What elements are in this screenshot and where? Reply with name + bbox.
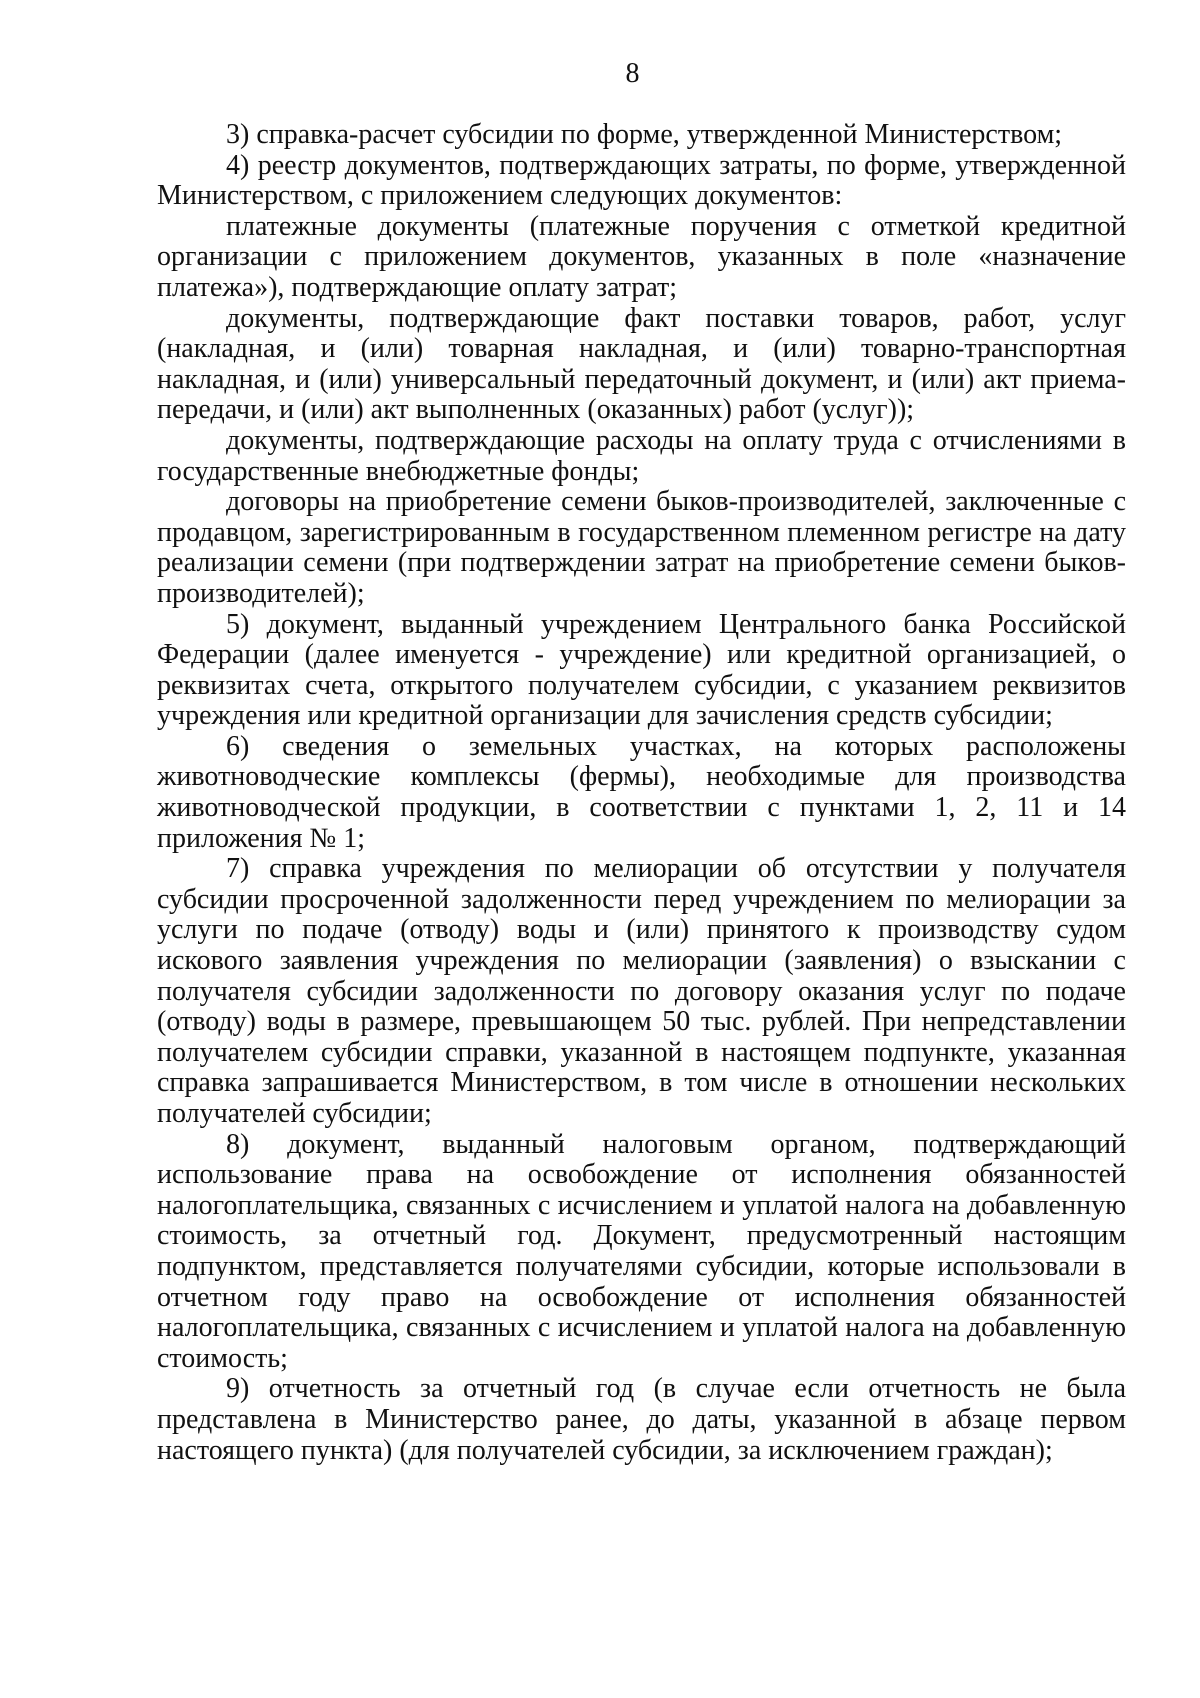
paragraph-delivery-documents: документы, подтверждающие факт поставки товаров, работ, услуг (накладная, и (или) товарная накладная, и (или) товарно-транспортная накладная, и (или) универсальный передаточный документ, и (или) акт приема-передачи, и (или) акт выполненных (оказанных) работ (услуг));	[157, 302, 1126, 426]
paragraph-semen-contracts: договоры на приобретение семени быков-производителей, заключенные с продавцом, зарегистрированным в государственном племенном регистре на дату реализации семени (при подтверждении затрат на приобретение семени быков-производителей);	[157, 486, 1126, 609]
page-number: 8	[625, 58, 640, 89]
paragraph-item-8: 8) документ, выданный налоговым органом, подтверждающий использование права на освобождение от исполнения обязанностей налогоплательщика, связанных с исчислением и уплатой налога на добавленную стоимость, за отчетный год. Документ, предусмотренный настоящим подпунктом, представляется получателями субсидии, которые использовали в отчетном году право на освобождение от исполнения обязанностей налогоплательщика, связанных с исчислением и уплатой налога на добавленную стоимость;	[157, 1128, 1126, 1374]
paragraph-item-9: 9) отчетность за отчетный год (в случае если отчетность не была представлена в Министерство ранее, до даты, указанной в абзаце первом настоящего пункта) (для получателей субсидии, за исключением граждан);	[157, 1373, 1126, 1466]
paragraph-item-4: 4) реестр документов, подтверждающих затраты, по форме, утвержденной Министерством, с приложением следующих документов:	[157, 149, 1126, 212]
paragraph-payment-documents: платежные документы (платежные поручения с отметкой кредитной организации с приложением документов, указанных в поле «назначение платежа»), подтверждающие оплату затрат;	[157, 210, 1126, 303]
paragraph-item-7: 7) справка учреждения по мелиорации об отсутствии у получателя субсидии просроченной задолженности перед учреждением по мелиорации за услуги по подаче (отводу) воды и (или) принятого к производству судом искового заявления учреждения по мелиорации (заявления) о взыскании с получателя субсидии задолженности по договору оказания услуг по подаче (отводу) воды в размере, превышающем 50 тыс. рублей. При непредставлении получателем субсидии справки, указанной в настоящем подпункте, указанная справка запрашивается Министерством, в том числе в отношении нескольких получателей субсидии;	[157, 853, 1126, 1129]
paragraph-item-3: 3) справка-расчет субсидии по форме, утвержденной Министерством;	[226, 119, 1063, 150]
paragraph-item-6: 6) сведения о земельных участках, на которых расположены животноводческие комплексы (фермы), необходимые для производства животноводческой продукции, в соответствии с пунктами 1, 2, 11 и 14 приложения № 1;	[157, 730, 1126, 854]
paragraph-item-5: 5) документ, выданный учреждением Центрального банка Российской Федерации (далее именуется - учреждение) или кредитной организацией, о реквизитах счета, открытого получателем субсидии, с указанием реквизитов учреждения или кредитной организации для зачисления средств субсидии;	[157, 608, 1126, 732]
document-body	[157, 120, 1126, 1466]
paragraph-labor-cost-documents: документы, подтверждающие расходы на оплату труда с отчислениями в государственные внебюджетные фонды;	[157, 424, 1126, 487]
